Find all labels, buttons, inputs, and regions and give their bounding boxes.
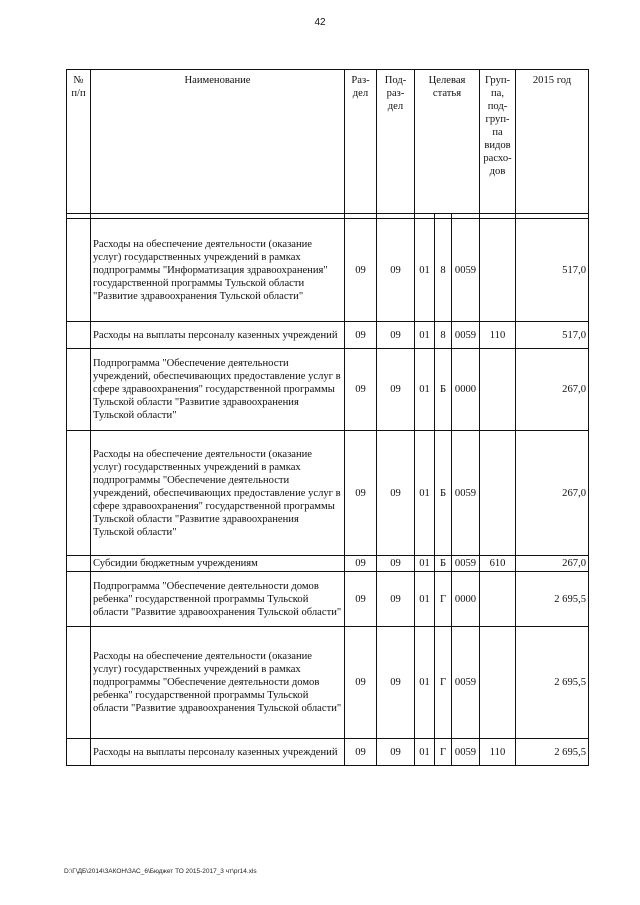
cell-cs-part1: 01: [415, 349, 435, 431]
cell-podrazdel: 09: [377, 739, 415, 766]
cell-name: Подпрограмма "Обеспечение деятельности учреждений, обеспечивающих предоставление услуг в сфере здравоохранения" государственной программы Тульской области "Развитие здравоохранения Тульской области": [91, 349, 345, 431]
cell-name: Субсидии бюджетным учреждениям: [91, 556, 345, 572]
budget-table: [66, 69, 589, 766]
cell-cs-part3: 0000: [452, 349, 480, 431]
header-podrazdel: Под- раз- дел: [377, 70, 415, 214]
cell-amount: 2 695,5: [516, 739, 589, 766]
cell-podrazdel: 09: [377, 627, 415, 739]
cell-cs-part2: Б: [435, 556, 452, 572]
cell-podrazdel: 09: [377, 349, 415, 431]
cell-num: [67, 349, 91, 431]
cell-cs-part1: 01: [415, 431, 435, 556]
cell-cs-part1: 01: [415, 572, 435, 627]
cell-podrazdel: 09: [377, 431, 415, 556]
page-number: 42: [314, 17, 326, 28]
cell-cs-part3: 0059: [452, 627, 480, 739]
table-body: [67, 219, 589, 766]
table-row: [67, 431, 589, 556]
cell-vid-rashodov: [480, 627, 516, 739]
cell-cs-part1: 01: [415, 739, 435, 766]
cell-cs-part1: 01: [415, 627, 435, 739]
cell-podrazdel: 09: [377, 572, 415, 627]
cell-cs-part2: Б: [435, 431, 452, 556]
table-row: [67, 739, 589, 766]
header-year: 2015 год: [516, 70, 589, 214]
cell-razdel: 09: [345, 322, 377, 349]
cell-cs-part3: 0059: [452, 556, 480, 572]
cell-vid-rashodov: [480, 349, 516, 431]
cell-cs-part1: 01: [415, 219, 435, 322]
cell-vid-rashodov: [480, 431, 516, 556]
cell-cs-part3: 0059: [452, 322, 480, 349]
cell-vid-rashodov: [480, 572, 516, 627]
cell-amount: 2 695,5: [516, 572, 589, 627]
cell-amount: 517,0: [516, 219, 589, 322]
table-row: [67, 572, 589, 627]
table-row: [67, 556, 589, 572]
cell-name: Подпрограмма "Обеспечение деятельности домов ребенка" государственной программы Тульской области "Развитие здравоохранения Тульской области": [91, 572, 345, 627]
cell-num: [67, 556, 91, 572]
cell-cs-part2: Г: [435, 739, 452, 766]
cell-num: [67, 627, 91, 739]
cell-name: Расходы на обеспечение деятельности (оказание услуг) государственных учреждений в рамках подпрограммы "Информатизация здравоохранения" государственной программы Тульской области "Развитие здравоохранения Тульской области": [91, 219, 345, 322]
cell-amount: 267,0: [516, 349, 589, 431]
cell-name: Расходы на выплаты персоналу казенных учреждений: [91, 739, 345, 766]
cell-amount: 267,0: [516, 431, 589, 556]
cell-razdel: 09: [345, 349, 377, 431]
footer-file-path: D:\Г\ДБ\2014\ЗАКОН\ЗАС_6\Бюджет ТО 2015-2017_3 чт\pr14.xls: [64, 868, 257, 875]
cell-cs-part2: Г: [435, 627, 452, 739]
cell-vid-rashodov: [480, 219, 516, 322]
table-row: [67, 322, 589, 349]
header-razdel: Раз- дел: [345, 70, 377, 214]
cell-razdel: 09: [345, 219, 377, 322]
header-celevaya-statya: Целевая статья: [415, 70, 480, 214]
cell-cs-part3: 0059: [452, 219, 480, 322]
table-header-row: [67, 70, 589, 214]
cell-name: Расходы на обеспечение деятельности (оказание услуг) государственных учреждений в рамках подпрограммы "Обеспечение деятельности домов ребенка" государственной программы Тульской области "Развитие здравоохранения Тульской области": [91, 627, 345, 739]
table-row: [67, 219, 589, 322]
cell-podrazdel: 09: [377, 219, 415, 322]
table-row: [67, 349, 589, 431]
cell-num: [67, 322, 91, 349]
cell-cs-part2: 8: [435, 322, 452, 349]
header-gruppa-vidov: Груп- па, под- груп- па видов расхо- дов: [480, 70, 516, 214]
cell-vid-rashodov: 110: [480, 322, 516, 349]
cell-num: [67, 739, 91, 766]
cell-vid-rashodov: 110: [480, 739, 516, 766]
cell-cs-part2: Б: [435, 349, 452, 431]
cell-amount: 267,0: [516, 556, 589, 572]
cell-cs-part1: 01: [415, 322, 435, 349]
cell-razdel: 09: [345, 556, 377, 572]
cell-cs-part3: 0059: [452, 431, 480, 556]
header-name: Наименование: [91, 70, 345, 214]
cell-cs-part2: 8: [435, 219, 452, 322]
cell-amount: 2 695,5: [516, 627, 589, 739]
cell-razdel: 09: [345, 431, 377, 556]
cell-num: [67, 572, 91, 627]
cell-cs-part3: 0059: [452, 739, 480, 766]
cell-num: [67, 219, 91, 322]
header-num: № п/п: [67, 70, 91, 214]
cell-name: Расходы на выплаты персоналу казенных учреждений: [91, 322, 345, 349]
cell-vid-rashodov: 610: [480, 556, 516, 572]
cell-cs-part1: 01: [415, 556, 435, 572]
cell-cs-part3: 0000: [452, 572, 480, 627]
cell-num: [67, 431, 91, 556]
cell-cs-part2: Г: [435, 572, 452, 627]
cell-razdel: 09: [345, 572, 377, 627]
cell-razdel: 09: [345, 627, 377, 739]
cell-razdel: 09: [345, 739, 377, 766]
cell-name: Расходы на обеспечение деятельности (оказание услуг) государственных учреждений в рамках подпрограммы "Обеспечение деятельности учреждений, обеспечивающих предоставление услуг в сфере здравоохранения" государственной программы Тульской области "Развитие здравоохранения Тульской области": [91, 431, 345, 556]
cell-amount: 517,0: [516, 322, 589, 349]
cell-podrazdel: 09: [377, 322, 415, 349]
table-row: [67, 627, 589, 739]
cell-podrazdel: 09: [377, 556, 415, 572]
